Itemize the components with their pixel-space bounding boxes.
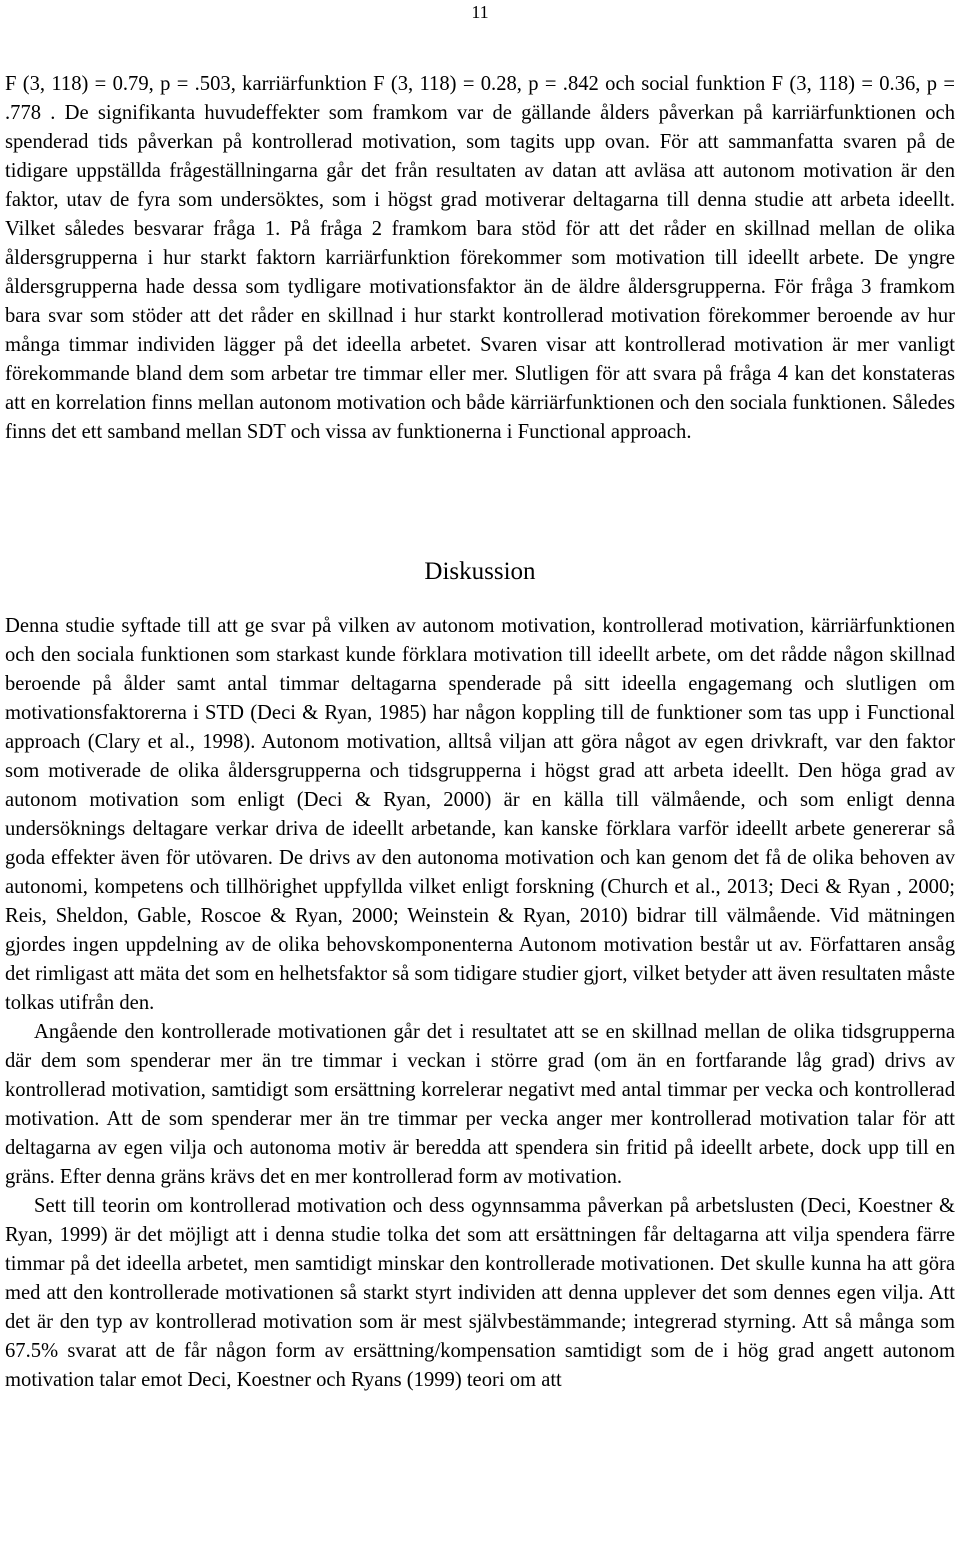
discussion-paragraph: Sett till teorin om kontrollerad motivation och dess ogynnsamma påverkan på arbetslusten (Deci, Koestner & Ryan, 1999) är det möjligt att i denna studie tolka det som att ersättningen får deltagarna att vilja spendera färre timmar på det ideella arbetet, men samtidigt minskar den kontrollerade motivationen. Det skulle kunna ha att göra med att den kontrollerade motivationen så starkt styrt individen att denna upplever det som dennes egen vilja. Att det är den typ av kontrollerad motivation som är mest självbestämmande; integrerad styrning. Att så många som 67.5% svarat att de får någon form av ersättning/kompensation samtidigt som de i hög grad angett autonom motivation talar emot Deci, Koestner och Ryans (1999) teori om att	[5, 1195, 955, 1391]
results-paragraph: F (3, 118) = 0.79, p = .503, karriärfunktion F (3, 118) = 0.28, p = .842 och social funktion F (3, 118) = 0.36, p = .778 . De signifikanta huvudeffekter som framkom var de gällande ålders påverkan på karriärfunktionen och spenderad tids påverkan på kontrollerad motivation, som tagits upp ovan. För att sammanfatta svaren på de tidigare uppställda frågeställningarna går det från resultaten av datan att avläsa att autonom motivation är den faktor, utav de fyra som undersöktes, som i högst grad motiverar deltagarna till denna studie att arbeta ideellt. Vilket således besvarar fråga 1. På fråga 2 framkom bara stöd för att det råder en skillnad mellan de olika åldersgrupperna i hur starkt faktorn karriärfunktion förekommer som motivation till ideellt arbete. De yngre åldersgrupperna hade dessa som tydligare motivationsfaktor än de äldre åldersgrupperna. För fråga 3 framkom bara svar som stöder att det råder en skillnad i hur starkt kontrollerad motivation förekommer beroende av hur många timmar individen lägger på det ideella arbetet. Svaren visar att kontrollerad motivation är mer vanligt förekommande bland dem som arbetar tre timmar eller mer. Slutligen för att svara på fråga 4 kan det konstateras att en korrelation finns mellan autonom motivation och både kärriärfunktionen och den sociala funktionen. Således finns det ett samband mellan SDT och vissa av funktionerna i Functional approach.	[5, 73, 955, 443]
results-text	[5, 70, 955, 447]
section-heading: Diskussion	[424, 558, 536, 585]
discussion-paragraph: Angående den kontrollerade motivationen går det i resultatet att se en skillnad mellan de olika tidsgrupperna där dem som spenderar mer än tre timmar i veckan i större grad (om än en fortfarande låg grad) drivs av kontrollerad motivation, samtidigt som ersättning korrelerar negativt med antal timmar per vecka och kontrollerad motivation. Att de som spenderar mer än tre timmar per vecka anger mer kontrollerad motivation talar för att deltagarna av egen vilja och autonoma motiv är beredda att spendera sin fritid på ideellt arbete, dock upp till en gräns. Efter denna gräns krävs det en mer kontrollerad form av motivation.	[5, 1021, 955, 1188]
discussion-text	[5, 612, 955, 1395]
discussion-paragraph: Denna studie syftade till att ge svar på vilken av autonom motivation, kontrollerad motivation, kärriärfunktionen och den sociala funktionen som starkast kunde förklara motivation till ideellt arbete, om det rådde någon skillnad beroende på ålder samt antal timmar deltagarna spenderade på sitt ideella engagemang och slutligen om motivationsfaktorerna i STD (Deci & Ryan, 1985) har någon koppling till de funktioner som tas upp i Functional approach (Clary et al., 1998). Autonom motivation, alltså viljan att göra något av egen drivkraft, var den faktor som motiverade de olika åldersgrupperna och tidsgrupperna i högst grad att arbeta ideellt. Den höga grad av autonom motivation som enligt (Deci & Ryan, 2000) är en källa till välmående, och som enligt denna undersöknings deltagare verkar driva de ideellt arbetande, kan kanske förklara varför ideellt arbete genererar så goda effekter även för utövaren. De drivs av den autonoma motivation och kan genom det få de olika behoven av autonomi, kompetens och tillhörighet uppfyllda vilket enligt forskning (Church et al., 2013; Deci & Ryan , 2000; Reis, Sheldon, Gable, Roscoe & Ryan, 2000; Weinstein & Ryan, 2010) bidrar till välmående. Vid mätningen gjordes ingen uppdelning av de olika behovskomponenterna Autonom motivation består ut av. Författaren ansåg det rimligast att mäta det som en helhetsfaktor så som tidigare studier gjort, vilket betyder att även resultaten måste tolkas utifrån den.	[5, 615, 955, 1014]
page-number: 11	[471, 2, 489, 22]
